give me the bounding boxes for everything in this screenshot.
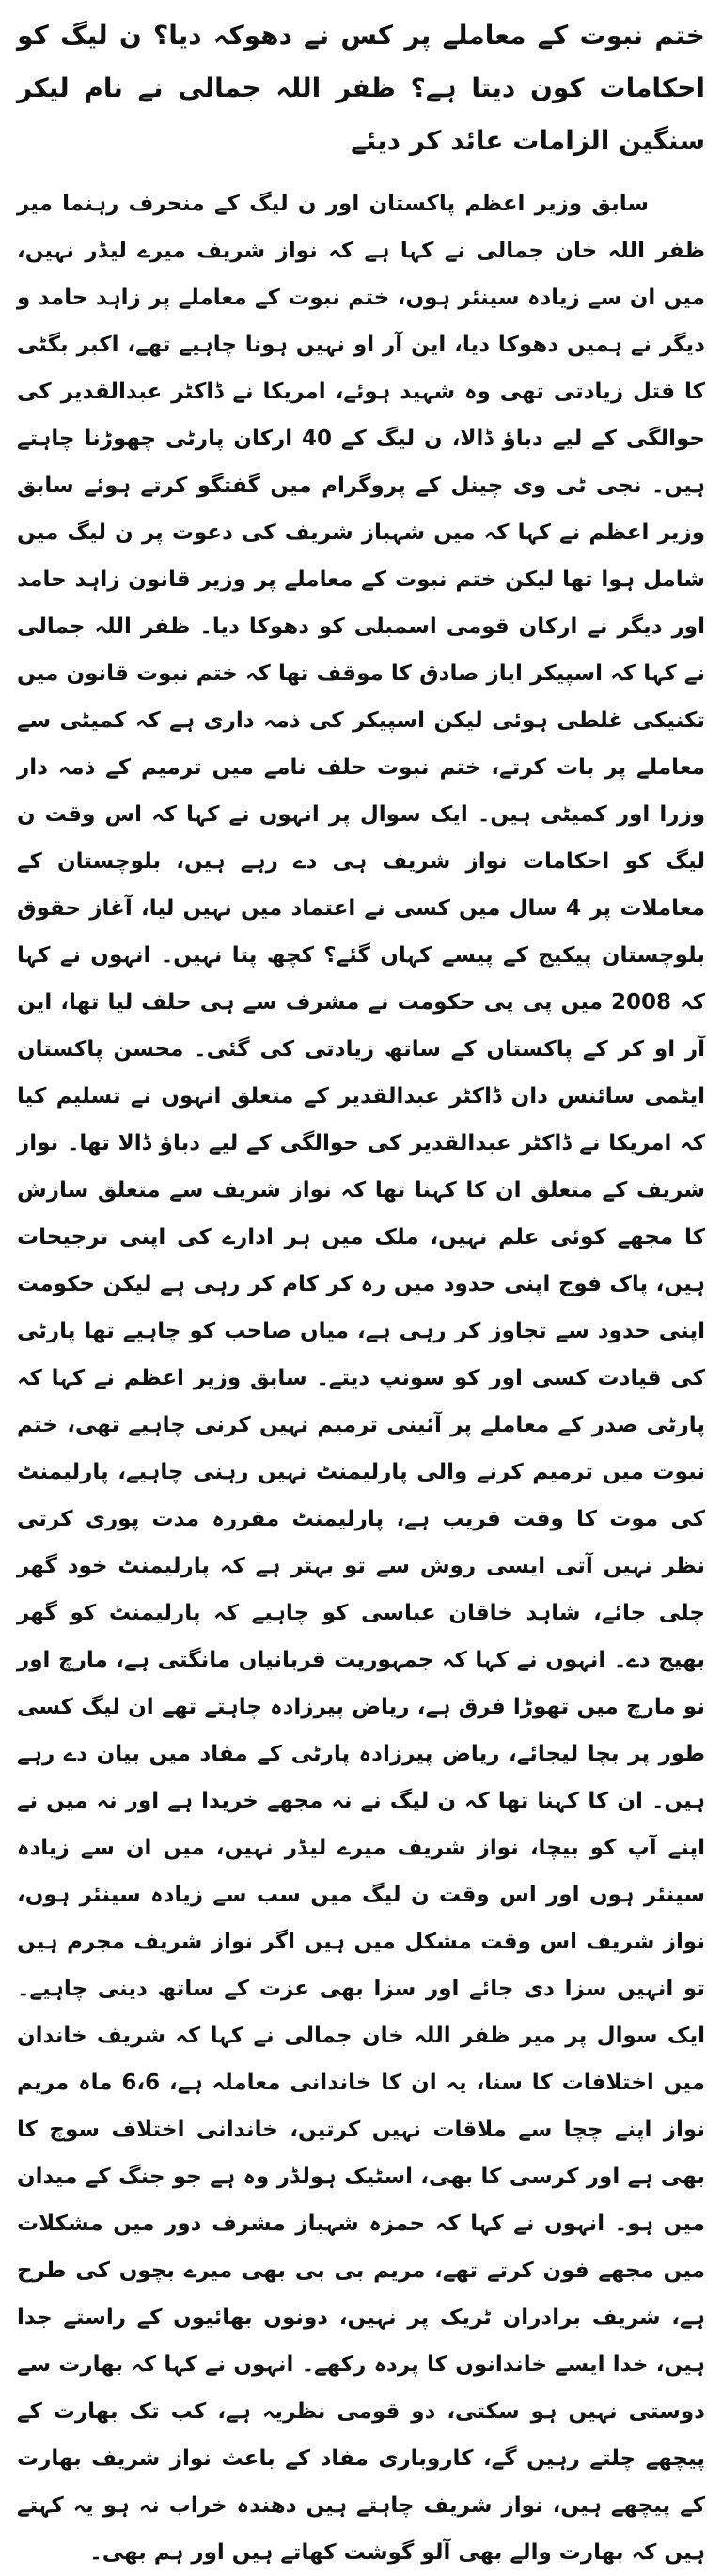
article <box>17 9 705 2576</box>
article-body: سابق وزیر اعظم پاکستان اور ن لیگ کے منحرف رہنما میر ظفر اللہ خان جمالی نے کہا ہے کہ نواز شریف میرے لیڈر نہیں، میں ان سے زیادہ سینئر ہوں، ختم نبوت کے معاملے پر زاہد حامد و دیگر نے ہمیں دھوکا دیا، این آر او نہیں ہونا چاہیے تھے، اکبر بگٹی کا قتل زیادتی تھی وہ شہید ہوئے، امریکا نے ڈاکٹر عبدالقدیر کی حوالگی کے لیے دباؤ ڈالا، ن لیگ کے 40 ارکان پارٹی چھوڑنا چاہتے ہیں۔ نجی ٹی وی چینل کے پروگرام میں گفتگو کرتے ہوئے سابق وزیر اعظم نے کہا کہ میں شہباز شریف کی دعوت پر ن لیگ میں شامل ہوا تھا لیکن ختم نبوت کے معاملے پر وزیر قانون زاہد حامد اور دیگر نے ارکان قومی اسمبلی کو دھوکا دیا۔ ظفر اللہ جمالی نے کہا کہ اسپیکر ایاز صادق کا موقف تھا کہ ختم نبوت قانون میں تکنیکی غلطی ہوئی لیکن اسپیکر کی ذمہ داری ہے کہ کمیٹی سے معاملے پر بات کرتے، ختم نبوت حلف نامے میں ترمیم کے ذمہ دار وزرا اور کمیٹی ہیں۔ ایک سوال پر انہوں نے کہا کہ اس وقت ن لیگ کو احکامات نواز شریف ہی دے رہے ہیں، بلوچستان کے معاملات پر 4 سال میں کسی نے اعتماد میں نہیں لیا، آغاز حقوق بلوچستان پیکیج کے پیسے کہاں گئے؟ کچھ پتا نہیں۔ انہوں نے کہا کہ 2008 میں پی پی حکومت نے مشرف سے ہی حلف لیا تھا، این آر او کر کے پاکستان کے ساتھ زیادتی کی گئی۔ محسن پاکستان ایٹمی سائنس دان ڈاکٹر عبدالقدیر کے متعلق انہوں نے تسلیم کیا کہ امریکا نے ڈاکٹر عبدالقدیر کی حوالگی کے لیے دباؤ ڈالا تھا۔ نواز شریف کے متعلق ان کا کہنا تھا کہ نواز شریف سے متعلق سازش کا مجھے کوئی علم نہیں، ملک میں ہر ادارے کی اپنی ترجیحات ہیں، پاک فوج اپنی حدود میں رہ کر کام کر رہی ہے لیکن حکومت اپنی حدود سے تجاوز کر رہی ہے، میاں صاحب کو چاہیے تھا پارٹی کی قیادت کسی اور کو سونپ دیتے۔ سابق وزیر اعظم نے کہا کہ پارٹی صدر کے معاملے پر آئینی ترمیم نہیں کرنی چاہیے تھی، ختم نبوت میں ترمیم کرنے والی پارلیمنٹ نہیں رہنی چاہیے، پارلیمنٹ کی موت کا وقت قریب ہے، پارلیمنٹ مقررہ مدت پوری کرتی نظر نہیں آتی ایسی روش سے تو بہتر ہے کہ پارلیمنٹ خود گھر چلی جائے، شاہد خاقان عباسی کو چاہیے کہ پارلیمنٹ کو گھر بھیج دے۔ انہوں نے کہا کہ جمہوریت قربانیاں مانگتی ہے، مارچ اور نو مارچ میں تھوڑا فرق ہے، ریاض پیرزادہ چاہتے تھے ان لیگ کسی طور پر بچا لیجائے، ریاض پیرزادہ پارٹی کے مفاد میں بیان دے رہے ہیں۔ ان کا کہنا تھا کہ ن لیگ نے نہ مجھے خریدا ہے اور نہ میں نے اپنے آپ کو بیچا، نواز شریف میرے لیڈر نہیں، میں ان سے زیادہ سینئر ہوں اور اس وقت ن لیگ میں سب سے زیادہ سینئر ہوں، نواز شریف اس وقت مشکل میں ہیں اگر نواز شریف مجرم ہیں تو انہیں سزا دی جائے اور سزا بھی عزت کے ساتھ دینی چاہیے۔ ایک سوال پر میر ظفر اللہ خان جمالی نے کہا کہ شریف خاندان میں اختلافات کا سنا، یہ ان کا خاندانی معاملہ ہے، 6،6 ماہ مریم نواز اپنے چچا سے ملاقات نہیں کرتیں، خاندانی اختلاف سوچ کا بھی ہے اور کرسی کا بھی، اسٹیک ہولڈر وہ ہے جو جنگ کے میدان میں ہو۔ انہوں نے کہا کہ حمزہ شہباز مشرف دور میں مشکلات میں مجھے فون کرتے تھے، مریم بی بی بھی میرے بچوں کی طرح ہے، شریف برادران ٹریک پر نہیں، دونوں بھائیوں کے راستے جدا ہیں، خدا ایسے خاندانوں کا پردہ رکھے۔ انہوں نے کہا کہ بھارت سے دوستی نہیں ہو سکتی، دو قومی نظریہ ہے، کب تک بھارت کے پیچھے چلتے رہیں گے، کاروباری مفاد کے باعث نواز شریف بھارت کے پیچھے ہیں، نواز شریف چاہتے ہیں دھندہ خراب نہ ہو یہ کہتے ہیں کہ بھارت والے بھی آلو گوشت کھاتے ہیں اور ہم بھی۔ <box>17 192 706 2565</box>
article-headline: ختم نبوت کے معاملے پر کس نے دھوکہ دیا؟ ن لیگ کو احکامات کون دیتا ہے؟ ظفر اللہ جمالی نے نام لیکر سنگین الزامات عائد کر دیئے <box>17 20 705 156</box>
